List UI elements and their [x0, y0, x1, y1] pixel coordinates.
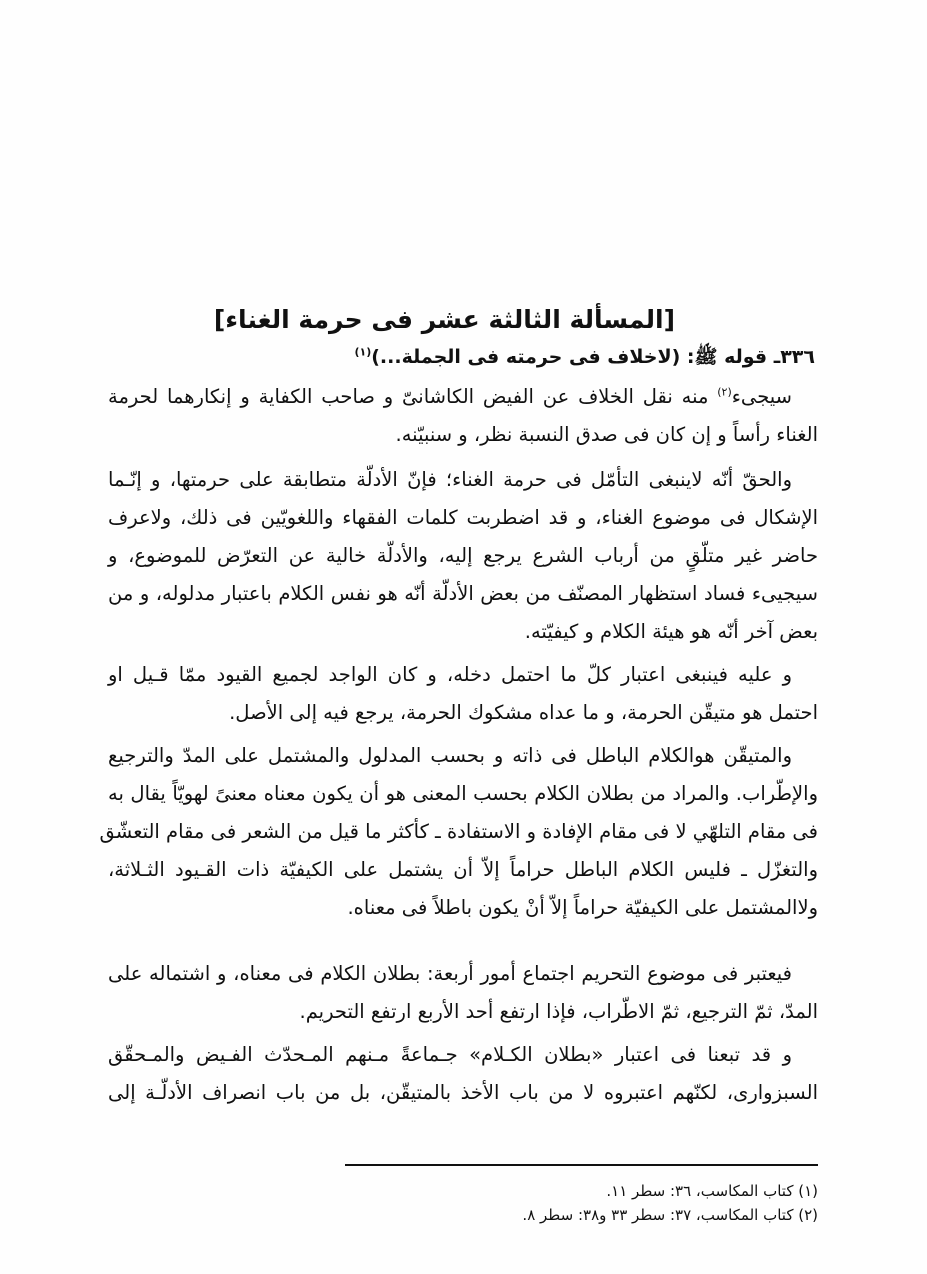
text-line: والإطّراب. والمراد من بطلان الكلام بحسب المعنى هو أن يكون معناه معنىً لهويّاً يقال به: [108, 782, 818, 805]
text-line: السبزوارى، لكنّهم اعتبروه لا من باب الأخذ بالمتيقّن، بل من باب انصراف الأدلّـة إلى: [108, 1081, 818, 1104]
text-line: بعض آخر أنّه هو هيئة الكلام و كيفيّته.: [524, 620, 818, 643]
text-line: والمتيقّن هوالكلام الباطل فى ذاته و بحسب المدلول والمشتمل على المدّ والترجيع: [108, 744, 792, 767]
text-line: و قد تبعنا فى اعتبار «بطلان الكـلام» جـماعةً مـنهم المـحدّث الفـيض والمـحقّق: [108, 1043, 792, 1066]
text-line: ولاالمشتمل على الكيفيّة حراماً إلاّ أنْ يكون باطلاً فى معناه.: [347, 896, 818, 919]
item-prefix: ـ قوله ﷺ:: [680, 346, 781, 368]
text-line: احتمل هو متيقّن الحرمة، و ما عداه مشكوك الحرمة، يرجع فيه إلى الأصل.: [229, 701, 818, 724]
text-line: الإشكال فى موضوع الغناء، و قد اضطربت كلمات الفقهاء واللغويّين فى ذلك، ولاعرف: [108, 506, 818, 529]
text-line: سيجيىء فساد استظهار المصنّف من بعض الأدلّة أنّه هو نفس الكلام باعتبار مدلوله، و من: [108, 582, 818, 605]
item-quote: (لاخلاف فى حرمته فى الجملة...): [371, 346, 681, 368]
footnote-ref-1[interactable]: (١): [354, 345, 372, 359]
text-line: سيجىء$^{(٢)}$ منه نقل الخلاف عن الفيض الكاشانىّ و صاحب الكفاية و إنكارهما لحرمة: [108, 385, 792, 408]
footnote-1: (١) كتاب المكاسب، ٣٦: سطر ١١.: [606, 1182, 818, 1200]
section-title: [المسألة الثالثة عشر فى حرمة الغناء]: [213, 305, 675, 334]
text-line: فيعتبر فى موضوع التحريم اجتماع أمور أربعة: بطلان الكلام فى معناه، و اشتماله على: [108, 962, 792, 985]
footnote-divider: [345, 1164, 818, 1166]
footnote-ref-2[interactable]: (٢): [717, 385, 732, 399]
footnote-2: (٢) كتاب المكاسب، ٣٧: سطر ٣٣ و٣٨: سطر ٨.: [522, 1206, 818, 1224]
item-number: ٣٣٦: [780, 346, 815, 368]
item-heading: [354, 342, 815, 372]
text-line: الغناء رأساً و إن كان فى صدق النسبة نظر، و سنبيّنه.: [395, 423, 818, 446]
text-line: والحقّ أنّه لاينبغى التأمّل فى حرمة الغناء؛ فإنّ الأدلّة متطابقة على حرمتها، و إنّـما: [108, 468, 792, 491]
text-line: والتغزّل ـ فليس الكلام الباطل حراماً إلاّ أن يشتمل على الكيفيّة ذات القـيود الثـلاثة،: [108, 858, 818, 881]
text-line: و عليه فينبغى اعتبار كلّ ما احتمل دخله، و كان الواجد لجميع القيود ممّا قـيل او: [108, 663, 792, 686]
text-line: فى مقام التلهّي لا فى مقام الإفادة و الاستفادة ـ كأكثر ما قيل من الشعر فى مقام التعشّق: [99, 820, 818, 843]
text-line: حاضر غير متلّقٍ من أرباب الشرع يرجع إليه، والأدلّة خالية عن التعرّض للموضوع، و: [108, 544, 818, 567]
text-line: المدّ، ثمّ الترجيع، ثمّ الاطّراب، فإذا ارتفع أحد الأربع ارتفع التحريم.: [299, 1000, 818, 1023]
